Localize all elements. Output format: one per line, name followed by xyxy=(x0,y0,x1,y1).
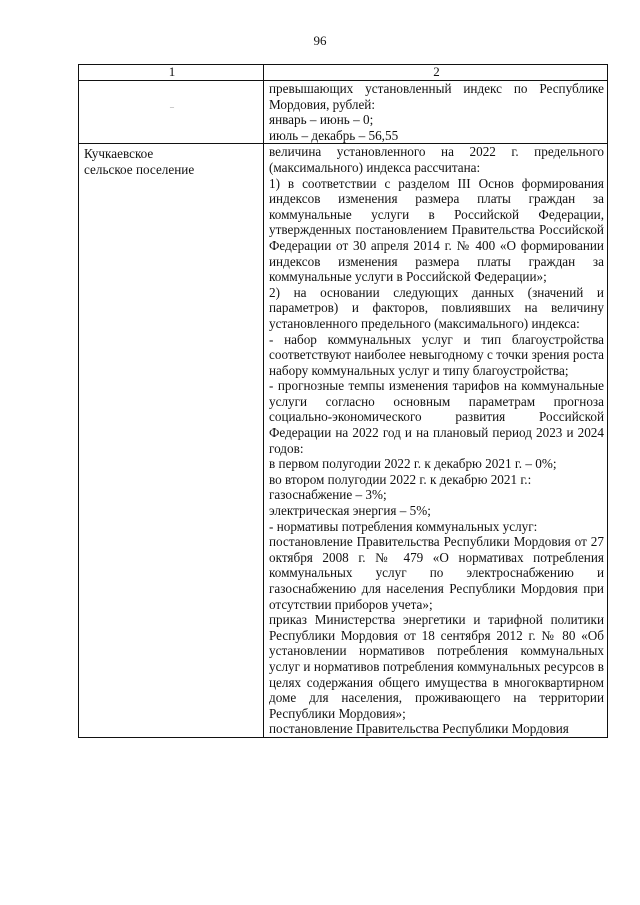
paragraph: постановление Правительства Республики Мордовия xyxy=(269,721,569,737)
paragraph: 2) на основании следующих данных (значений и параметров) и факторов, повлиявших на величину установленного предельного (максимального) индекса: xyxy=(269,284,604,331)
settlement-cell-empty xyxy=(79,81,264,144)
paragraph: в первом полугодии 2022 г. к декабрю 2021 г. – 0%; xyxy=(269,456,557,472)
paragraph: постановление Правительства Республики Мордовия от 27 октября 2008 г. № 479 «О нормативах потребления коммунальных услуг по электроснабжению и газоснабжению для населения Республики Мордовия при отсутствии приборов учета»; xyxy=(269,534,604,612)
paragraph: превышающих установленный индекс по Республике Мордовия, рублей: xyxy=(269,81,604,112)
table-row xyxy=(79,144,608,738)
paragraph: величина установленного на 2022 г. предельного (максимального) индекса рассчитана: xyxy=(269,144,604,175)
settlement-cell xyxy=(79,144,264,738)
paragraph: - набор коммунальных услуг и тип благоустройства соответствуют наиболее невыгодному с точки зрения роста набору коммунальных услуг и типу благоустройства; xyxy=(269,331,604,378)
paragraph: во втором полугодии 2022 г. к декабрю 2021 г.: xyxy=(269,471,532,487)
document-table xyxy=(78,64,608,738)
index-description-cell xyxy=(264,81,608,144)
empty-cell-mark: – xyxy=(170,102,174,111)
paragraph: - нормативы потребления коммунальных услуг: xyxy=(269,518,538,534)
paragraph: - прогнозные темпы изменения тарифов на коммунальные услуги согласно основным параметрам прогноза социально-экономического развития Российской Федерации на 2022 год и на плановый период 2023 и 2024 годов: xyxy=(269,378,604,456)
paragraph: приказ Министерства энергетики и тарифной политики Республики Мордовия от 18 сентября 2012 г. № 80 «Об установлении нормативов потребления коммунальных услуг и нормативов потребления коммунальных ресурсов в целях содержания общего имущества в многоквартирном доме для населения, проживающего на территории Республики Мордовия»; xyxy=(269,612,604,721)
column-header-1: 1 xyxy=(79,65,264,81)
settlement-name: Кучкаевское сельское поселение xyxy=(84,146,195,177)
page-number: 96 xyxy=(313,33,327,48)
paragraph: электрическая энергия – 5%; xyxy=(269,503,431,519)
paragraph: январь – июнь – 0; xyxy=(269,112,374,128)
paragraph: июль – декабрь – 56,55 xyxy=(269,127,399,143)
index-description-cell xyxy=(264,144,608,738)
paragraph: 1) в соответствии с разделом III Основ формирования индексов изменения размера платы граждан за коммунальные услуги в Российской Федерации, утвержденных постановлением Правительства Российской Федерации от 30 апреля 2014 г. № 400 «О формировании индексов изменения размера платы граждан за коммунальные услуги в Российской Федерации»; xyxy=(269,175,604,285)
paragraph: газоснабжение – 3%; xyxy=(269,487,387,503)
column-header-2: 2 xyxy=(264,65,608,81)
table-row xyxy=(79,81,608,144)
table-header-row xyxy=(79,65,608,81)
